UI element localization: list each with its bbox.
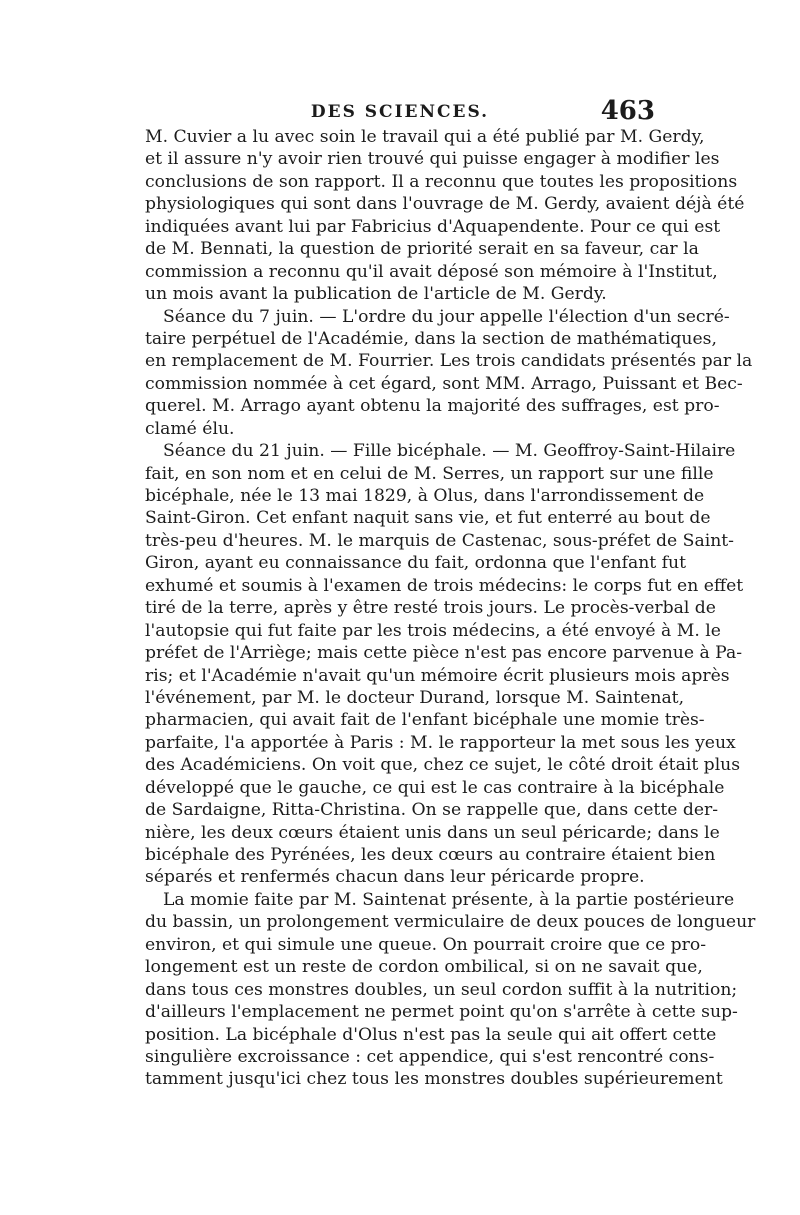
text-line: Giron, ayant eu connaissance du fait, ordonna que l'enfant fut xyxy=(145,553,687,574)
text-line: d'ailleurs l'emplacement ne permet point qu'on s'arrête à cette sup- xyxy=(145,1002,738,1023)
running-head: DES SCIENCES. xyxy=(310,102,490,122)
text-line: en remplacement de M. Fourrier. Les trois candidats présentés par la xyxy=(145,351,753,372)
text-line: préfet de l'Arriège; mais cette pièce n'est pas encore parvenue à Pa- xyxy=(145,643,743,664)
text-line: parfaite, l'a apportée à Paris : M. le rapporteur la met sous les yeux xyxy=(145,732,736,753)
text-line: l'autopsie qui fut faite par les trois médecins, a été envoyé à M. le xyxy=(145,620,721,641)
text-line: singulière excroissance : cet appendice, qui s'est rencontré cons- xyxy=(145,1046,715,1067)
text-line: bicéphale des Pyrénées, les deux cœurs au contraire étaient bien xyxy=(145,845,716,865)
text-line: commission nommée à cet égard, sont MM. Arrago, Puissant et Bec- xyxy=(145,373,743,394)
text-line: un mois avant la publication de l'article de M. Gerdy. xyxy=(145,284,607,305)
page-number: 463 xyxy=(600,96,655,126)
text-line: de Sardaigne, Ritta-Christina. On se rappelle que, dans cette der- xyxy=(145,800,719,821)
text-line: tamment jusqu'ici chez tous les monstres doubles supérieurement xyxy=(145,1069,723,1090)
text-line: bicéphale, née le 13 mai 1829, à Olus, dans l'arrondissement de xyxy=(145,486,705,506)
text-line: La momie faite par M. Saintenat présente, à la partie postérieure xyxy=(163,889,735,910)
body-text xyxy=(145,126,756,1091)
text-line: conclusions de son rapport. Il a reconnu que toutes les propositions xyxy=(145,171,738,192)
text-line: longement est un reste de cordon ombilical, si on ne savait que, xyxy=(145,957,703,978)
text-line: querel. M. Arrago ayant obtenu la majorité des suffrages, est pro- xyxy=(145,396,720,417)
text-line: taire perpétuel de l'Académie, dans la section de mathématiques, xyxy=(145,328,717,349)
text-line: pharmacien, qui avait fait de l'enfant bicéphale une momie très- xyxy=(145,710,705,731)
text-line: indiquées avant lui par Fabricius d'Aquapendente. Pour ce qui est xyxy=(145,216,721,237)
text-line: du bassin, un prolongement vermiculaire de deux pouces de longueur xyxy=(145,912,756,933)
paragraph xyxy=(145,889,756,1091)
text-line: dans tous ces monstres doubles, un seul cordon suffit à la nutrition; xyxy=(145,979,738,1000)
text-line: tiré de la terre, après y être resté trois jours. Le procès-verbal de xyxy=(145,598,716,619)
text-line: l'événement, par M. le docteur Durand, lorsque M. Saintenat, xyxy=(145,687,685,708)
paragraph xyxy=(145,126,745,306)
page-header xyxy=(145,96,655,130)
text-line: physiologiques qui sont dans l'ouvrage de M. Gerdy, avaient déjà été xyxy=(145,194,745,215)
text-line: Saint-Giron. Cet enfant naquit sans vie, et fut enterré au bout de xyxy=(145,508,711,529)
text-line: nière, les deux cœurs étaient unis dans un seul péricarde; dans le xyxy=(145,822,720,843)
text-line: très-peu d'heures. M. le marquis de Castenac, sous-préfet de Saint- xyxy=(145,530,734,551)
text-line: position. La bicéphale d'Olus n'est pas la seule qui ait offert cette xyxy=(145,1024,717,1045)
text-line: commission a reconnu qu'il avait déposé son mémoire à l'Institut, xyxy=(145,261,718,282)
paragraph xyxy=(145,440,744,889)
text-line: Séance du 7 juin. — L'ordre du jour appelle l'élection d'un secré- xyxy=(163,306,730,327)
text-line: des Académiciens. On voit que, chez ce sujet, le côté droit était plus xyxy=(145,755,741,776)
text-line: et il assure n'y avoir rien trouvé qui puisse engager à modifier les xyxy=(145,149,720,170)
text-line: de M. Bennati, la question de priorité serait en sa faveur, car la xyxy=(145,239,699,260)
text-line: fait, en son nom et en celui de M. Serres, un rapport sur une fille xyxy=(145,463,714,484)
text-line: Séance du 21 juin. — Fille bicéphale. — M. Geoffroy-Saint-Hilaire xyxy=(163,441,736,462)
text-line: ris; et l'Académie n'avait qu'un mémoire écrit plusieurs mois après xyxy=(145,665,730,686)
paragraph xyxy=(145,306,753,441)
text-line: M. Cuvier a lu avec soin le travail qui a été publié par M. Gerdy, xyxy=(145,127,705,147)
text-line: clamé élu. xyxy=(145,418,235,439)
text-line: séparés et renfermés chacun dans leur péricarde propre. xyxy=(145,867,645,888)
text-line: exhumé et soumis à l'examen de trois médecins: le corps fut en effet xyxy=(145,575,744,596)
text-line: environ, et qui simule une queue. On pourrait croire que ce pro- xyxy=(145,934,707,955)
text-line: développé que le gauche, ce qui est le cas contraire à la bicéphale xyxy=(145,777,725,798)
